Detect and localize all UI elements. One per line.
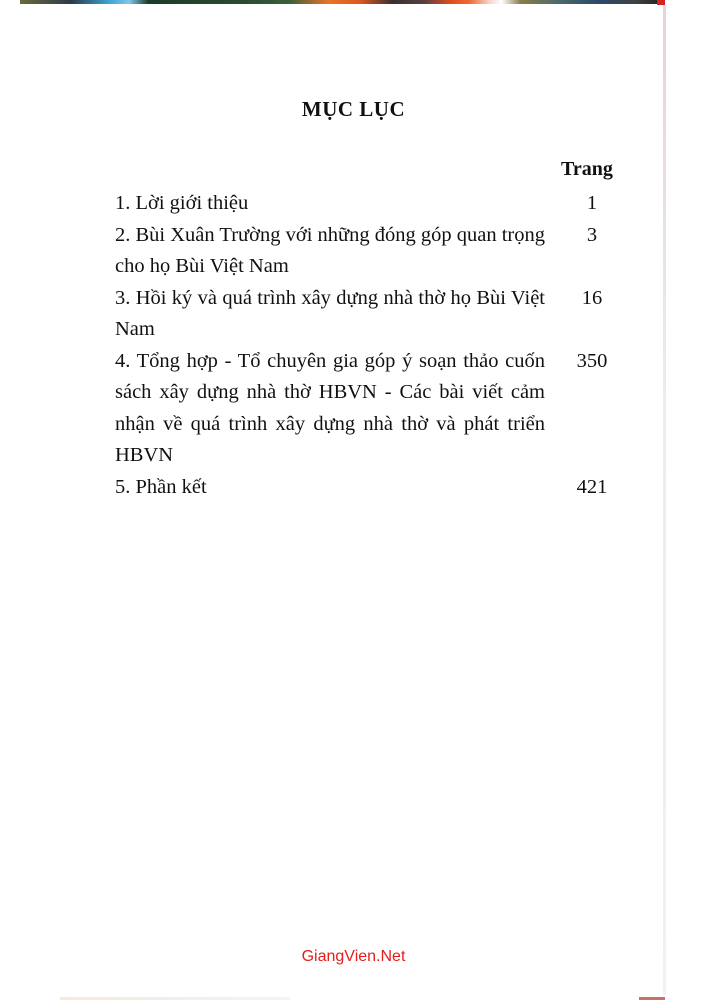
table-of-contents xyxy=(115,188,625,503)
book-cover-edge-top xyxy=(20,0,662,4)
page-title: MỤC LỤC xyxy=(301,97,406,121)
toc-entry-title: 5. Phần kết xyxy=(115,475,207,498)
page-right-edge-shadow xyxy=(663,5,666,995)
toc-entry-title: 4. Tổng hợp - Tổ chuyên gia góp ý soạn thảo cuốn sách xây dựng nhà thờ HBVN - Các bài viết cảm nhận về quá trình xây dựng nhà thờ và phát triển HBVN xyxy=(115,349,545,466)
toc-entry-title: 2. Bùi Xuân Trường với những đóng góp quan trọng cho họ Bùi Việt Nam xyxy=(115,223,545,277)
toc-entry-page: 421 xyxy=(576,475,608,498)
toc-entry-page: 3 xyxy=(586,223,598,246)
toc-entry-page: 16 xyxy=(581,286,603,309)
toc-entry-title: 3. Hồi ký và quá trình xây dựng nhà thờ họ Bùi Việt Nam xyxy=(115,286,545,340)
toc-entry-2[interactable] xyxy=(115,220,625,283)
watermark: GiangVien.Net xyxy=(301,948,406,965)
toc-entry-4[interactable] xyxy=(115,346,625,472)
toc-entry-page: 1 xyxy=(586,192,598,214)
toc-entry-1[interactable] xyxy=(115,188,625,220)
toc-entry-title: 1. Lời giới thiệu xyxy=(115,192,249,214)
toc-entry-page: 350 xyxy=(576,349,608,372)
toc-entry-5[interactable] xyxy=(115,472,625,504)
toc-entry-3[interactable] xyxy=(115,283,625,346)
page-column-header: Trang xyxy=(561,158,613,180)
